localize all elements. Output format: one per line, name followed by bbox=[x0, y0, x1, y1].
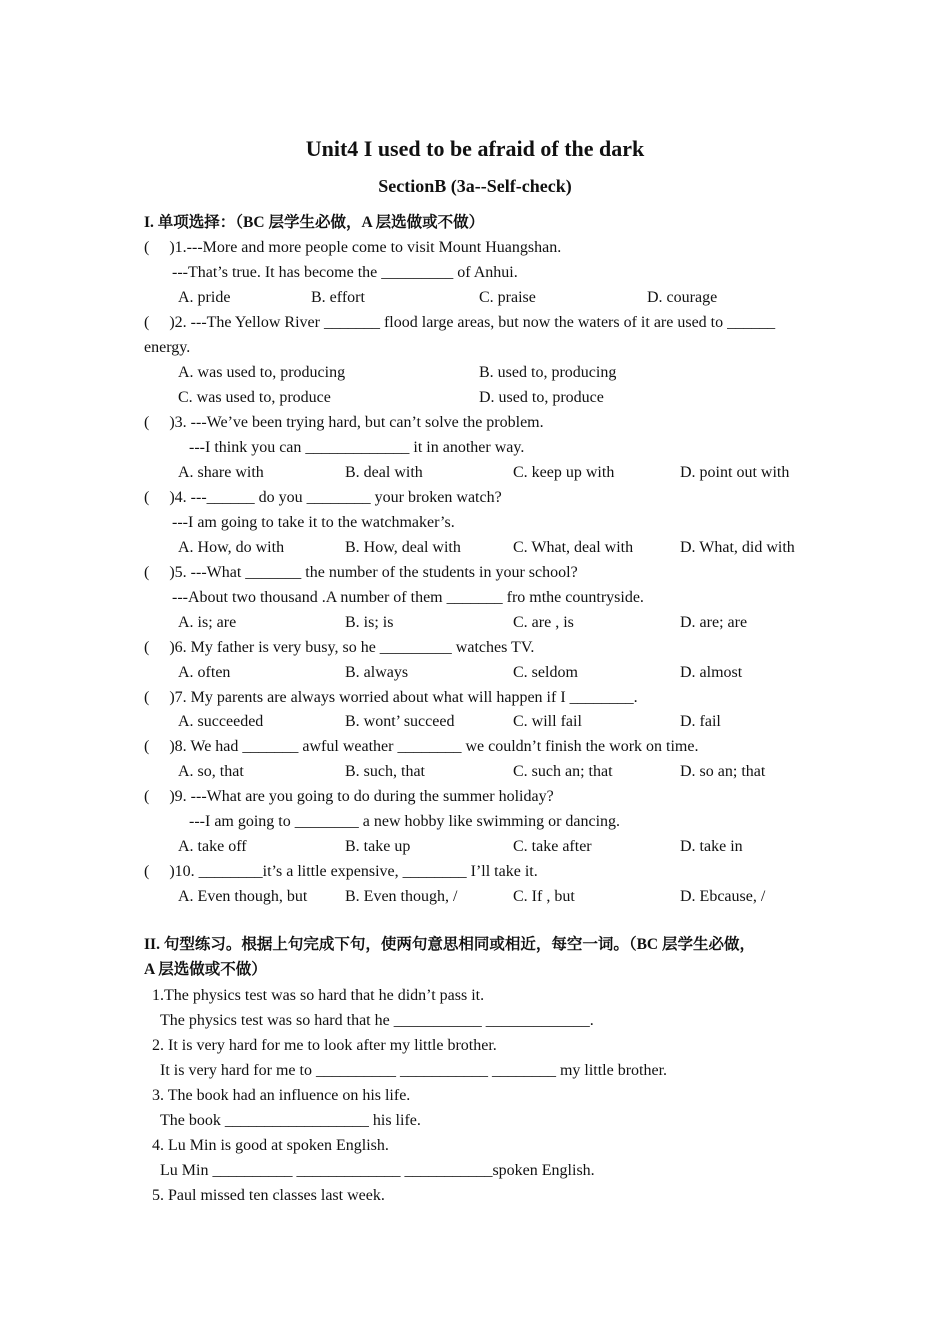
question-1-stem: ( )1.---More and more people come to visit Mount Huangshan. bbox=[144, 239, 562, 256]
rewrite-3-original: 3. The book had an influence on his life. bbox=[152, 1087, 411, 1104]
question-1-option-d: D. courage bbox=[647, 289, 718, 306]
question-8-option-b: B. such, that bbox=[345, 763, 425, 780]
rewrite-2-original: 2. It is very hard for me to look after my little brother. bbox=[152, 1037, 497, 1054]
question-9-option-a: A. take off bbox=[178, 838, 247, 855]
section-subtitle: SectionB (3a--Self-check) bbox=[378, 176, 572, 196]
question-4-option-a: A. How, do with bbox=[178, 539, 285, 556]
question-4-response: ---I am going to take it to the watchmaker’s. bbox=[172, 514, 455, 531]
question-10-stem: ( )10. ________it’s a little expensive, ________ I’ll take it. bbox=[144, 863, 538, 880]
question-4-option-b: B. How, deal with bbox=[345, 539, 461, 556]
question-3-option-a: A. share with bbox=[178, 464, 264, 481]
question-6-option-d: D. almost bbox=[680, 664, 743, 681]
question-10-option-d: D. Ebcause, / bbox=[680, 888, 766, 905]
question-2-option-c: C. was used to, produce bbox=[178, 389, 331, 406]
question-5-response: ---About two thousand .A number of them _______ fro mthe countryside. bbox=[172, 589, 644, 606]
question-3-option-b: B. deal with bbox=[345, 464, 423, 481]
question-4-option-c: C. What, deal with bbox=[513, 539, 634, 556]
question-10-option-c: C. If , but bbox=[513, 888, 575, 905]
question-2-option-d: D. used to, produce bbox=[479, 389, 604, 406]
question-6-option-a: A. often bbox=[178, 664, 231, 681]
question-7-option-c: C. will fail bbox=[513, 713, 582, 730]
part2-heading: II. 句型练习。根据上句完成下句，使两句意思相同或相近，每空一词。（BC 层学生必做， bbox=[144, 936, 755, 953]
rewrite-5-original: 5. Paul missed ten classes last week. bbox=[152, 1187, 385, 1204]
question-2-option-b: B. used to, producing bbox=[479, 364, 617, 381]
question-6-option-c: C. seldom bbox=[513, 664, 578, 681]
question-5-option-d: D. are; are bbox=[680, 614, 748, 631]
question-8-stem: ( )8. We had _______ awful weather ________ we couldn’t finish the work on time. bbox=[144, 738, 699, 755]
question-10-option-b: B. Even though, / bbox=[345, 888, 458, 905]
question-2-stem: ( )2. ---The Yellow River _______ flood large areas, but now the waters of it are used to ______ bbox=[144, 314, 776, 331]
question-4-stem: ( )4. ---______ do you ________ your broken watch? bbox=[144, 489, 502, 506]
question-7-option-a: A. succeeded bbox=[178, 713, 264, 730]
question-1-option-b: B. effort bbox=[311, 289, 365, 306]
question-9-option-c: C. take after bbox=[513, 838, 592, 855]
question-2-option-a: A. was used to, producing bbox=[178, 364, 346, 381]
part1-heading: I. 单项选择：（BC 层学生必做，A 层选做或不做） bbox=[144, 214, 485, 231]
question-3-response: ---I think you can _____________ it in another way. bbox=[189, 439, 525, 456]
question-8-option-c: C. such an; that bbox=[513, 763, 613, 780]
question-3-stem: ( )3. ---We’ve been trying hard, but can’t solve the problem. bbox=[144, 414, 544, 431]
question-1-option-c: C. praise bbox=[479, 289, 536, 306]
rewrite-4-original: 4. Lu Min is good at spoken English. bbox=[152, 1137, 389, 1154]
rewrite-1-target: The physics test was so hard that he ___________ _____________. bbox=[160, 1012, 594, 1029]
question-1-option-a: A. pride bbox=[178, 289, 231, 306]
part2-heading-cont: A 层选做或不做） bbox=[144, 961, 267, 978]
question-5-option-c: C. are , is bbox=[513, 614, 574, 631]
question-8-option-d: D. so an; that bbox=[680, 763, 766, 780]
question-9-response: ---I am going to ________ a new hobby like swimming or dancing. bbox=[189, 813, 621, 830]
question-3-option-d: D. point out with bbox=[680, 464, 790, 481]
page-title: Unit4 I used to be afraid of the dark bbox=[305, 136, 645, 161]
rewrite-4-target: Lu Min __________ _____________ ___________spoken English. bbox=[160, 1162, 595, 1179]
question-6-option-b: B. always bbox=[345, 664, 409, 681]
question-9-stem: ( )9. ---What are you going to do during the summer holiday? bbox=[144, 788, 554, 805]
question-5-option-b: B. is; is bbox=[345, 614, 394, 631]
question-5-option-a: A. is; are bbox=[178, 614, 237, 631]
question-7-option-b: B. wont’ succeed bbox=[345, 713, 455, 730]
question-1-response: ---That’s true. It has become the _________ of Anhui. bbox=[172, 264, 518, 281]
question-10-option-a: A. Even though, but bbox=[178, 888, 308, 905]
question-7-stem: ( )7. My parents are always worried about what will happen if I ________. bbox=[144, 689, 638, 706]
rewrite-3-target: The book __________________ his life. bbox=[160, 1112, 421, 1129]
rewrite-1-original: 1.The physics test was so hard that he didn’t pass it. bbox=[152, 987, 485, 1004]
question-2-stem-cont: energy. bbox=[144, 339, 191, 356]
question-7-option-d: D. fail bbox=[680, 713, 721, 730]
question-6-stem: ( )6. My father is very busy, so he _________ watches TV. bbox=[144, 639, 535, 656]
question-8-option-a: A. so, that bbox=[178, 763, 244, 780]
question-9-option-d: D. take in bbox=[680, 838, 743, 855]
question-9-option-b: B. take up bbox=[345, 838, 411, 855]
question-4-option-d: D. What, did with bbox=[680, 539, 795, 556]
question-3-option-c: C. keep up with bbox=[513, 464, 615, 481]
question-5-stem: ( )5. ---What _______ the number of the students in your school? bbox=[144, 564, 578, 581]
rewrite-2-target: It is very hard for me to __________ ___________ ________ my little brother. bbox=[160, 1062, 668, 1079]
